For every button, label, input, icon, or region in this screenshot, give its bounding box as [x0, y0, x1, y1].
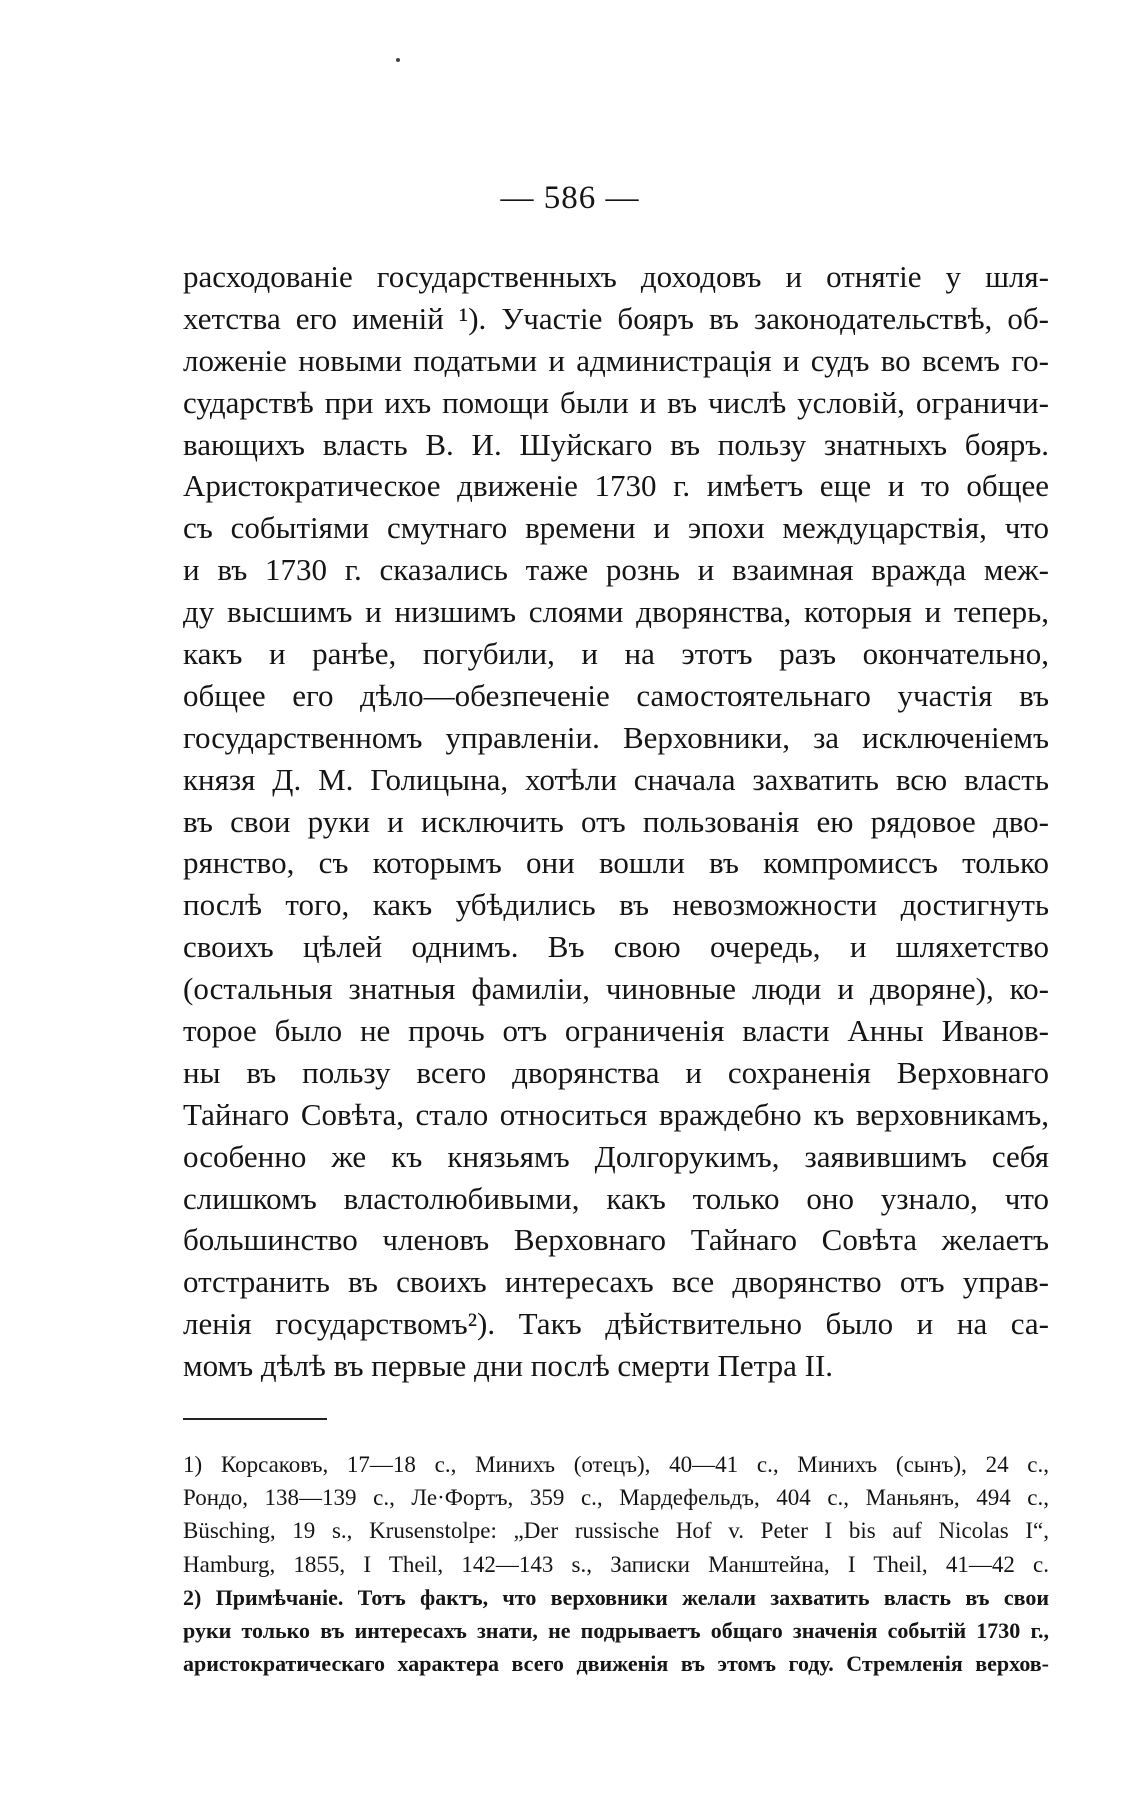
text-line: князя Д. М. Голицына, хотѣли сначала захватить всю власть [183, 761, 1049, 797]
text-line: слишкомъ властолюбивыми, какъ только оно узнало, что [183, 1180, 1049, 1216]
text-line: (остальныя знатныя фамиліи, чиновные люди и дворяне), ко- [183, 971, 1049, 1007]
text-line: общее его дѣло—обезпеченіе самостоятельнаго участія въ [183, 677, 1049, 713]
page-number: — 586 — [500, 180, 640, 216]
text-line: отстранить въ своихъ интересахъ все дворянство отъ управ- [183, 1264, 1049, 1300]
print-speck [396, 58, 400, 62]
text-line: особенно же къ князьямъ Долгорукимъ, заявившимъ себя [183, 1138, 1049, 1174]
text-line: рянство, съ которымъ они вошли въ компромиссъ только [183, 845, 1049, 881]
text-line: ленія государствомъ²). Такъ дѣйствительно было и на са- [183, 1306, 1049, 1342]
text-line: своихъ цѣлей однимъ. Въ свою очередь, и шляхетство [183, 929, 1049, 965]
text-line: съ событіями смутнаго времени и эпохи междуцарствія, что [183, 510, 1049, 546]
text-line: послѣ того, какъ убѣдились въ невозможности достигнуть [183, 887, 1049, 923]
footnote-line: Рондо, 138—139 с., Ле·Фортъ, 359 с., Мардефельдъ, 404 с., Маньянъ, 494 с., [183, 1485, 1049, 1511]
text-line: и въ 1730 г. сказались таже рознь и взаимная вражда меж- [183, 552, 1049, 588]
text-line: Аристократическое движеніе 1730 г. имѣетъ еще и то общее [183, 468, 1049, 504]
text-line: ны въ пользу всего дворянства и сохраненія Верховнаго [183, 1054, 1049, 1090]
text-line: торое было не прочь отъ ограниченія власти Анны Иванов- [183, 1013, 1049, 1049]
text-line: момъ дѣлѣ въ первые дни послѣ смерти Петра II. [183, 1348, 834, 1384]
footnote-line: Büsching, 19 s., Krusenstolpe: „Der russische Hof v. Peter I bis auf Nicolas I“, [183, 1518, 1049, 1544]
text-line: ду высшимъ и низшимъ слоями дворянства, которыя и теперь, [183, 594, 1049, 630]
main-text [183, 256, 1049, 1387]
text-line: вающихъ власть В. И. Шуйскаго въ пользу знатныхъ бояръ. [183, 426, 1049, 462]
text-line: ложеніе новыми податьми и администрація и судъ во всемъ го- [183, 342, 1049, 378]
text-line: хетства его именій ¹). Участіе бояръ въ законодательствѣ, об- [183, 300, 1049, 336]
text-line: Тайнаго Совѣта, стало относиться враждебно къ верховникамъ, [183, 1096, 1049, 1132]
text-line: расходованіе государственныхъ доходовъ и отнятіе у шля- [183, 259, 1049, 294]
footnote-separator [183, 1418, 327, 1420]
footnote-line: Hamburg, 1855, I Theil, 142—143 s., Записки Манштейна, I Theil, 41—42 с. [183, 1551, 1049, 1577]
text-line: сударствѣ при ихъ помощи были и въ числѣ условій, ограничи- [183, 384, 1049, 420]
text-line: большинство членовъ Верховнаго Тайнаго Совѣта желаетъ [183, 1222, 1049, 1258]
text-line: какъ и ранѣе, погубили, и на этотъ разъ окончательно, [183, 636, 1049, 672]
footnotes [183, 1448, 1049, 1680]
text-line: государственномъ управленіи. Верховники, за исключеніемъ [183, 719, 1049, 755]
footnote-line: 1) Корсаковъ, 17—18 с., Минихъ (отецъ), 40—41 с., Минихъ (сынъ), 24 с., [183, 1452, 1049, 1477]
footnote-line: 2) Примѣчаніе. Тотъ фактъ, что верховники желали захватить власть въ свои [183, 1584, 1049, 1610]
footnote-line: аристократическаго характера всего движенія въ этомъ году. Стремленія верхов- [183, 1651, 1049, 1677]
footnote-line: руки только въ интересахъ знати, не подрываетъ общаго значенія событій 1730 г., [183, 1617, 1049, 1643]
text-line: въ свои руки и исключить отъ пользованія ею рядовое дво- [183, 803, 1049, 839]
